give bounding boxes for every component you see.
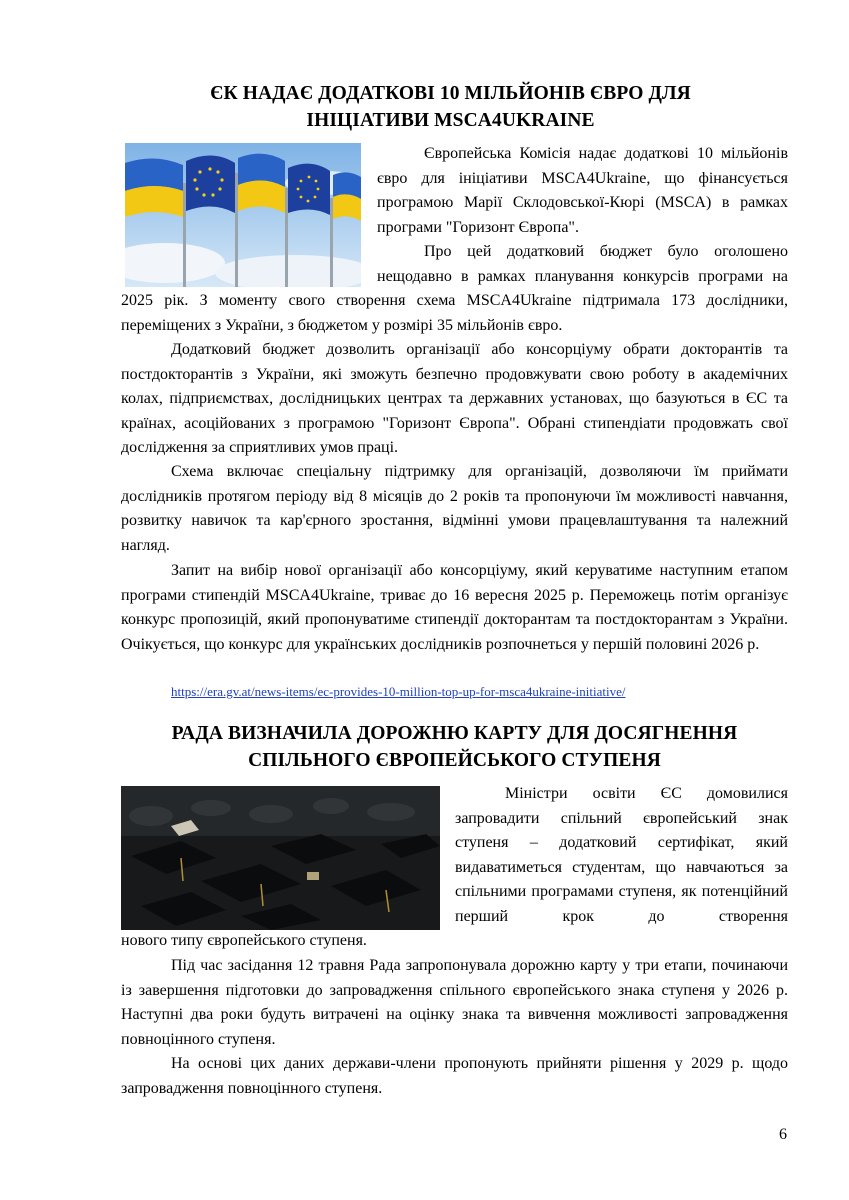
graduation-caps-image — [121, 786, 440, 930]
flags-image — [125, 143, 361, 287]
article1-title-line2: ІНІЦІАТИВИ MSCA4UKRAINE — [306, 110, 595, 131]
article1-paragraph-2a: Про цей додатковий бюджет було оголошено нещодавно в рамках планування конкурсів програми на — [377, 243, 788, 285]
source-link[interactable]: https://era.gv.at/news-items/ec-provides-10-million-top-up-for-msca4ukraine-initiative/ — [171, 684, 626, 699]
page-number: 6 — [779, 1126, 787, 1143]
article2-title-line1: РАДА ВИЗНАЧИЛА ДОРОЖНЮ КАРТУ ДЛЯ ДОСЯГНЕННЯ — [171, 723, 738, 744]
article1-paragraph-2b: 2025 рік. З моменту свого створення схема MSCA4Ukraine підтримала 173 дослідники, переміщених з України, з бюджетом у розмірі 35 мільйонів євро. — [121, 292, 788, 334]
article1-paragraph-3: Додатковий бюджет дозволить організації або консорціуму обрати докторантів та постдокторантів з України, які зможуть безпечно продовжувати свою роботу в академічних колах, підприємствах, дослідницьких центрах та державних установах, що базуються в ЄС та країнах, асоційованих з програмою "Горизонт Європа". Обрані стипендіати продовжать свої дослідження за сприятливих умов праці. — [121, 341, 788, 457]
article2-title-line2: СПІЛЬНОГО ЄВРОПЕЙСЬКОГО СТУПЕНЯ — [248, 750, 661, 771]
article2-paragraph-1a: Міністри освіти ЄС домовилися запровадити спільний європейський знак ступеня – додатковий сертифікат, який видаватиметься студентам, що навчаються за спільними програмами ступеня, як потенційний перший крок до створення — [455, 785, 788, 925]
article1-paragraph-5: Запит на вибір нової організації або консорціуму, який керуватиме наступним етапом програми стипендій MSCA4Ukraine, триває до 16 вересня 2025 р. Переможець потім організує конкурс пропозицій, який пропонуватиме стипендії докторантам та постдокторантам з України. Очікується, що конкурс для українських дослідників розпочнеться у першій половині 2026 р. — [121, 562, 788, 653]
article2-paragraph-2: Під час засідання 12 травня Рада запропонувала дорожню карту у три етапи, починаючи із завершення підготовки до запровадження спільного європейського знака ступеня у 2026 р. Наступні два роки будуть витрачені на оцінку знака та вивчення можливості запровадження повноцінного ступеня. — [121, 957, 788, 1048]
article2-paragraph-3: На основі цих даних держави-члени пропонують прийняти рішення у 2029 р. щодо запровадження повноцінного ступеня. — [121, 1055, 788, 1097]
article2-paragraph-1b: нового типу європейського ступеня. — [121, 932, 367, 949]
article1-paragraph-4: Схема включає спеціальну підтримку для організацій, дозволяючи їм приймати дослідників протягом періоду від 8 місяців до 2 років та пропонуючи їм можливості навчання, розвитку навичок та кар'єрного зростання, відмінні умови працевлаштування та належний нагляд. — [121, 463, 788, 554]
article1-paragraph-1: Європейська Комісія надає додаткові 10 мільйонів євро для ініціативи MSCA4Ukraine, що фінансується програмою Марії Склодовської-Кюрі (MSCA) в рамках програми "Горизонт Європа". — [377, 145, 788, 236]
article1-title-line1: ЄК НАДАЄ ДОДАТКОВІ 10 МІЛЬЙОНІВ ЄВРО ДЛЯ — [210, 83, 691, 104]
